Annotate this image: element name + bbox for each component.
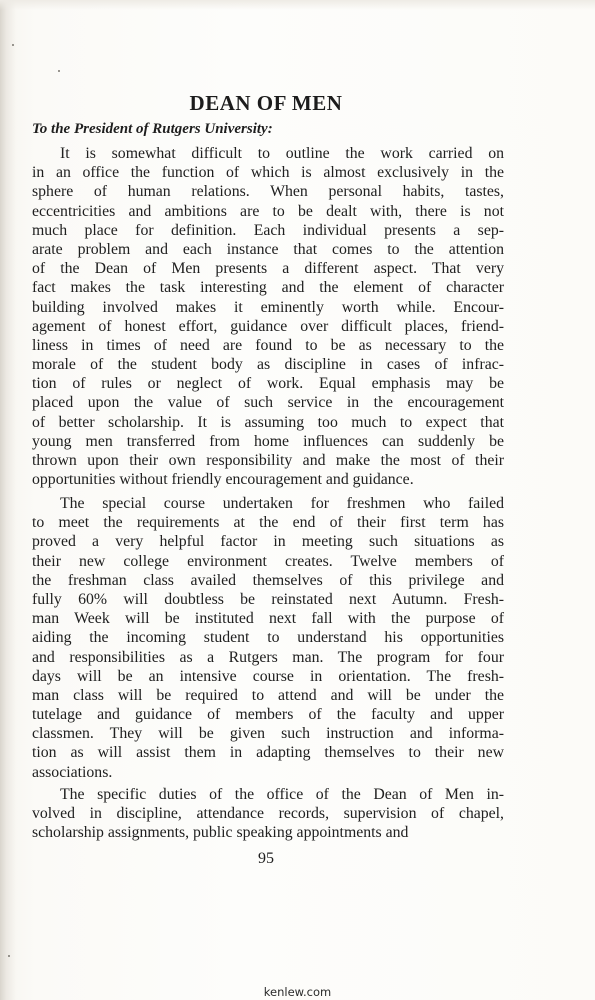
text-line: volved in discipline, attendance records, supervision of chapel, [32,805,504,823]
text-line: fully 60% will doubtless be reinstated next Autumn. Fresh- [32,590,504,608]
text-line: building involved makes it eminently worth while. Encour- [32,298,504,316]
text-line: to meet the requirements at the end of their first term has [32,514,504,532]
text-line: proved a very helpful factor in meeting such situations as [32,533,504,551]
text-line: classmen. They will be given such instruction and informa- [32,725,504,743]
text-line: placed upon the value of such service in the encouragement [32,394,504,412]
text-line: eccentricities and ambitions are to be dealt with, there is not [32,202,504,220]
text-line: of the Dean of Men presents a different aspect. That very [32,260,504,278]
text-line: their new college environment creates. Twelve members of [32,552,504,570]
paragraph-3 [32,785,504,843]
text-line: tion of rules or neglect of work. Equal emphasis may be [32,375,504,393]
text-line: and responsibilities as a Rutgers man. The program for four [32,648,504,666]
text-line: man class will be required to attend and will be under the [32,686,504,704]
watermark: kenlew.com [263,985,332,999]
text-line: man Week will be instituted next fall with the purpose of [32,610,504,628]
text-line: scholarship assignments, public speaking appointments and [32,824,409,842]
text-line: opportunities without friendly encouragement and guidance. [32,471,414,489]
text-line: agement of honest effort, guidance over difficult places, friend- [32,317,504,335]
text-line: The specific duties of the office of the Dean of Men in- [60,786,504,803]
text-line: young men transferred from home influences can suddenly be [32,432,504,450]
paragraph-1 [32,144,504,489]
text-line: thrown upon their own responsibility and make the most of their [32,452,504,469]
text-line: of better scholarship. It is assuming too much to expect that [32,413,504,431]
text-line: in an office the function of which is almost exclusively in the [32,164,504,182]
page-number: 95 [258,850,274,867]
scan-speck [12,44,14,46]
text-line: tion as will assist them in adapting themselves to their new [32,744,504,762]
text-line: arate problem and each instance that comes to the attention [32,240,504,258]
text-line: days will be an intensive course in orientation. The fresh- [32,667,504,685]
salutation: To the President of Rutgers University: [32,121,273,137]
text-line: fact makes the task interesting and the element of character [32,279,504,297]
text-line: liness in times of need are found to be as necessary to the [32,336,504,354]
text-line: aiding the incoming student to understand his opportunities [32,629,504,647]
paragraph-2 [32,494,504,782]
page-title: DEAN OF MEN [189,91,343,115]
text-line: tutelage and guidance of members of the faculty and upper [32,706,504,724]
text-line: much place for definition. Each individual presents a sep- [32,221,504,239]
scan-speck [8,955,10,957]
text-line: associations. [32,763,113,781]
text-line: sphere of human relations. When personal habits, tastes, [32,183,504,201]
text-line: It is somewhat difficult to outline the work carried on [60,145,504,162]
text-line: The special course undertaken for freshmen who failed [60,495,504,512]
scan-speck [58,70,60,72]
text-line: the freshman class availed themselves of this privilege and [32,571,504,589]
text-line: morale of the student body as discipline in cases of infrac- [32,356,504,374]
page-top-shadow [0,0,595,10]
